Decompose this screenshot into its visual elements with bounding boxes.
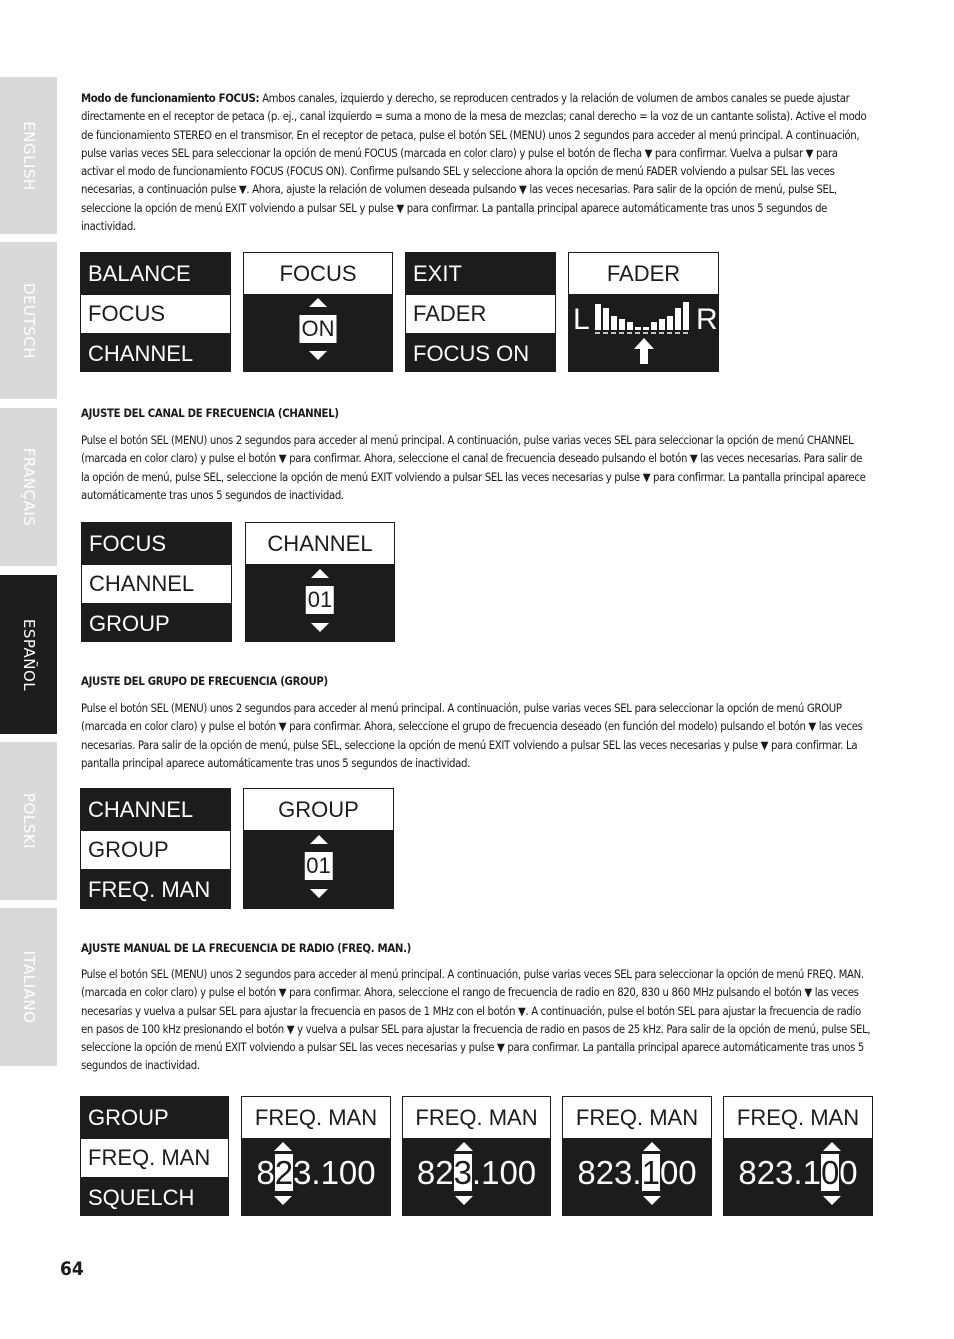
group-heading: AJUSTE DEL GRUPO DE FRECUENCIA (GROUP)	[81, 675, 328, 688]
freq-cursor-digit: 1	[641, 1154, 660, 1191]
group-menu-screen	[80, 788, 231, 909]
fader-bar	[635, 327, 641, 330]
focus-value-screen	[243, 252, 393, 372]
fader-bar	[627, 322, 633, 330]
tab-espanol[interactable]	[0, 575, 57, 734]
arrow-up-icon	[643, 1142, 661, 1151]
fader-bar	[659, 319, 665, 330]
freq-heading: AJUSTE MANUAL DE LA FRECUENCIA DE RADIO (FREQ. MAN.)	[81, 942, 412, 955]
menu-item: EXIT	[413, 261, 462, 286]
screen-title: FOCUS	[244, 253, 392, 294]
screen-title: FREQ. MAN	[403, 1097, 550, 1138]
arrow-up-icon	[309, 298, 327, 307]
fader-bar	[643, 327, 649, 330]
tab-english[interactable]	[0, 77, 57, 234]
freq-cursor-digit: 0	[820, 1154, 840, 1191]
arrow-down-icon	[455, 1196, 473, 1205]
arrow-down-icon	[823, 1196, 841, 1205]
arrow-down-icon	[643, 1196, 661, 1205]
fader-bar	[651, 322, 657, 330]
menu-item: FOCUS ON	[413, 341, 530, 366]
arrow-down-icon	[310, 889, 328, 898]
tab-deutsch[interactable]	[0, 242, 57, 399]
channel-heading: AJUSTE DEL CANAL DE FRECUENCIA (CHANNEL)	[81, 407, 339, 420]
tab-english-label: ENGLISH	[19, 120, 38, 191]
freq-after: 00	[659, 1154, 697, 1191]
freq-menu-screen	[80, 1096, 229, 1216]
fader-bar	[603, 308, 609, 330]
freq-after: 3.100	[293, 1154, 376, 1191]
screen-title: FREQ. MAN	[724, 1097, 872, 1138]
fader-bar	[683, 302, 689, 330]
arrow-up-icon	[310, 835, 328, 844]
menu-item: CHANNEL	[88, 797, 194, 822]
fader-right-label: R	[696, 303, 718, 336]
tab-italiano[interactable]	[0, 908, 57, 1066]
menu-item: FREQ. MAN	[88, 877, 211, 902]
channel-value: 01	[307, 587, 333, 612]
frequency-readout	[403, 1153, 550, 1193]
frequency-readout	[242, 1153, 390, 1193]
menu-item-selected: CHANNEL	[82, 565, 231, 603]
page-number: 64	[60, 1258, 84, 1280]
fader-bar	[667, 316, 673, 330]
arrow-up-icon	[823, 1142, 841, 1151]
menu-item: GROUP	[89, 611, 170, 636]
channel-paragraph: Pulse el botón SEL (MENU) unos 2 segundos para acceder al menú principal. A continuación, pulse varias veces SEL para seleccionar la opción de menú CHANNEL (marcada en color claro) y pulse el botón ▼ para confirmar. Ahora, seleccione el canal de frecuencia deseado pulsando el botón ▼ las veces necesarias. Para salir de la opción de menú, pulse SEL, seleccione la opción de menú EXIT volviendo a pulsar SEL las veces necesarias y pulse ▼ para confirmar. La pantalla principal aparece automáticamente tras unos 5 segundos de inactividad.	[81, 434, 866, 502]
fader-bar	[611, 316, 617, 330]
focus-paragraph	[81, 90, 871, 236]
fader-bar	[619, 319, 625, 330]
menu-item: FOCUS	[89, 531, 166, 556]
menu-item-selected: GROUP	[81, 831, 230, 869]
arrow-down-icon	[309, 351, 327, 360]
group-value: 01	[306, 853, 331, 878]
fader-pointer-icon	[634, 338, 654, 364]
focus-value: ON	[301, 316, 335, 341]
menu-item-selected: FADER	[406, 295, 555, 333]
fader-bar	[595, 304, 601, 330]
menu-item-selected: FOCUS	[81, 295, 230, 333]
tab-polski-label: POLSKI	[19, 793, 38, 849]
arrow-down-icon	[274, 1196, 292, 1205]
tab-espanol-label: ESPAÑOL	[19, 618, 38, 691]
menu-item: BALANCE	[88, 261, 191, 286]
frequency-readout	[724, 1153, 872, 1193]
tab-francais-label: FRANÇAIS	[19, 447, 38, 527]
menu-item: SQUELCH	[88, 1185, 195, 1210]
freq-after: 0	[839, 1154, 858, 1191]
fader-screen	[568, 252, 719, 372]
tab-francais[interactable]	[0, 408, 57, 566]
screen-title: FADER	[569, 253, 718, 294]
freq-display-4	[723, 1096, 873, 1216]
frequency-readout	[563, 1153, 711, 1193]
arrow-up-icon	[455, 1142, 473, 1151]
freq-display-3	[562, 1096, 712, 1216]
tab-italiano-label: ITALIANO	[19, 950, 38, 1024]
freq-after: .100	[471, 1154, 537, 1191]
menu-item-selected: FREQ. MAN	[81, 1139, 228, 1177]
menu-item: GROUP	[88, 1105, 169, 1130]
focus-text: Ambos canales, izquierdo y derecho, se reproducen centrados y la relación de volumen de ambos canales se puede ajustar directamente en el receptor de petaca (p. ej., canal izquierdo = suma a mono de la mesa de mezclas; canal derecho = la voz de un cantante solista). Active el modo de funcionamiento STEREO en el transmisor. En el receptor de petaca, pulse el botón SEL (MENU) unos 2 segundos para acceder al menú principal. A continuación, pulse varias veces SEL para seleccionar la opción de menú FOCUS (marcada en color claro) y pulse el botón de flecha ▼ para confirmar. Vuelva a pulsar ▼ para activar el modo de funcionamiento FOCUS (FOCUS ON). Confirme pulsando SEL y seleccione ahora la opción de menú FADER volviendo a pulsar SEL las veces necesarias, a continuación pulse ▼. Ahora, ajuste la relación de volumen deseada pulsando ▼ las veces necesarias. Para salir de la opción de menú, pulse SEL, seleccione la opción de menú EXIT volviendo a pulsar SEL y pulse ▼ para confirmar. La pantalla principal aparece automáticamente tras unos 5 segundos de inactividad.	[81, 92, 867, 234]
freq-cursor-digit: 2	[274, 1154, 294, 1191]
screen-title: CHANNEL	[246, 523, 394, 564]
freq-before: 823.	[577, 1154, 642, 1191]
group-paragraph: Pulse el botón SEL (MENU) unos 2 segundos para acceder al menú principal. A continuación, pulse varias veces SEL para seleccionar la opción de menú GROUP (marcada en color claro) y pulse el botón ▼ para confirmar. Ahora, seleccione el grupo de frecuencia deseado (en función del modelo) pulsando el botón ▼ las veces necesarias. Para salir de la opción de menú, pulse SEL, seleccione la opción de menú EXIT volviendo a pulsar SEL las veces necesarias y pulse ▼ para confirmar. La pantalla principal aparece automáticamente tras unos 5 segundos de inactividad.	[81, 702, 863, 770]
group-value-screen	[243, 788, 394, 909]
tab-deutsch-label: DEUTSCH	[19, 282, 38, 359]
freq-before: 82	[416, 1154, 454, 1191]
tab-polski[interactable]	[0, 742, 57, 900]
channel-menu-screen	[81, 522, 232, 642]
screen-title: FREQ. MAN	[563, 1097, 711, 1138]
fader-left-label: L	[573, 303, 590, 336]
fader-bar	[675, 308, 681, 330]
screen-title: FREQ. MAN	[242, 1097, 390, 1138]
channel-value-screen	[245, 522, 395, 642]
arrow-down-icon	[311, 623, 329, 632]
freq-cursor-digit: 3	[453, 1154, 472, 1191]
arrow-up-icon	[311, 569, 329, 578]
freq-display-1	[241, 1096, 391, 1216]
freq-before: 8	[256, 1154, 275, 1191]
focus-label: Modo de funcionamiento FOCUS:	[81, 92, 260, 105]
fader-graphic	[569, 294, 718, 372]
focus-menu-screen	[80, 252, 231, 372]
arrow-up-icon	[274, 1142, 292, 1151]
freq-paragraph: Pulse el botón SEL (MENU) unos 2 segundos para acceder al menú principal. A continuación, pulse varias veces SEL para seleccionar la opción de menú FREQ. MAN. (marcada en color claro) y pulse el botón ▼ para confirmar. Ahora, seleccione el rango de frecuencia de radio en 820, 830 u 860 MHz pulsando el botón ▼ las veces necesarias y vuelva a pulsar SEL para ajustar la frecuencia en pasos de 1 MHz con el botón ▼. A continuación, pulse el botón SEL para ajustar la frecuencia de radio en pasos de 100 kHz presionando el botón ▼ y vuelva a pulsar SEL para ajustar la frecuencia de radio en pasos de 25 kHz. Para salir de la opción de menú, pulse SEL, seleccione la opción de menú EXIT volviendo a pulsar SEL las veces necesarias y pulse ▼ para confirmar. La pantalla principal aparece automáticamente tras unos 5 segundos de inactividad.	[81, 968, 871, 1073]
menu-item: CHANNEL	[88, 341, 194, 366]
focus-menu2-screen	[405, 252, 556, 372]
screen-title: GROUP	[244, 789, 393, 830]
freq-display-2	[402, 1096, 551, 1216]
freq-before: 823.1	[738, 1154, 821, 1191]
